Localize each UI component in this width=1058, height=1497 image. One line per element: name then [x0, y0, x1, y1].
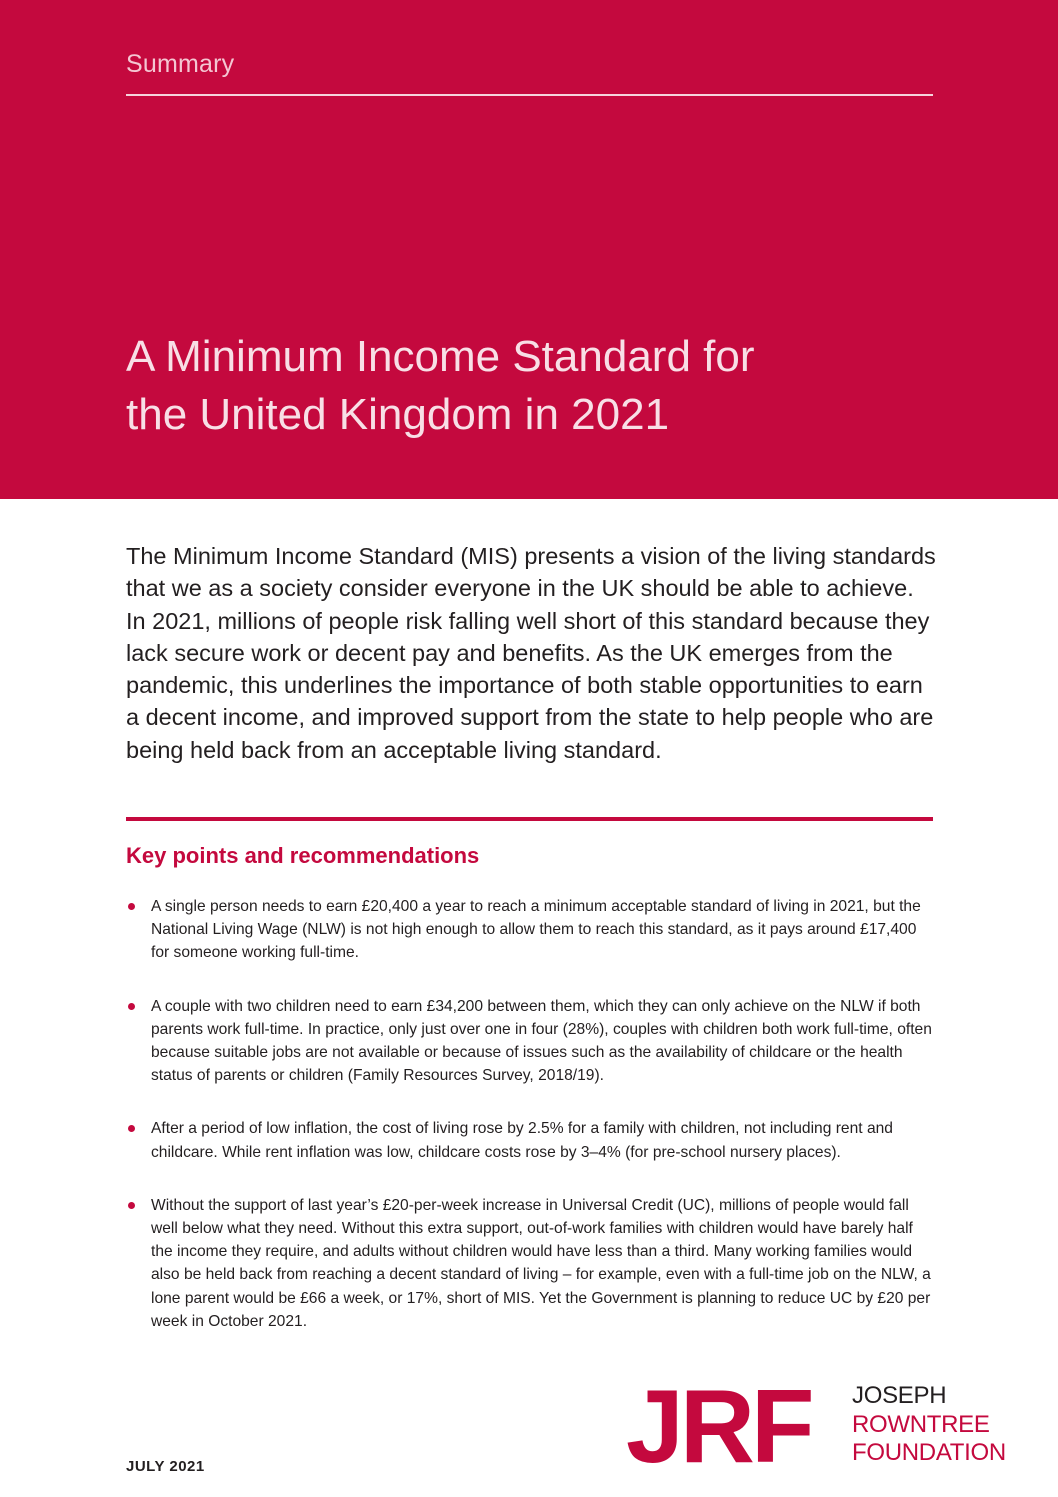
bullet-icon: [128, 903, 135, 910]
key-point-item: [126, 1194, 936, 1333]
key-point-item: [126, 895, 936, 965]
key-point-text: A single person needs to earn £20,400 a year to reach a minimum acceptable standard of living in 2021, but the National Living Wage (NLW) is not high enough to allow them to reach this standard, as it pays around £17,400 for someone working full-time.: [151, 898, 921, 962]
title-line-2: the United Kingdom in 2021: [126, 390, 670, 439]
publication-date: JULY 2021: [126, 1458, 205, 1475]
key-points-heading: Key points and recommendations: [126, 843, 480, 868]
logo-word-foundation: FOUNDATION: [852, 1439, 1006, 1466]
bullet-icon: [128, 1003, 135, 1010]
key-point-item: [126, 1117, 936, 1163]
logo-mark: JRF: [626, 1369, 811, 1485]
bullet-icon: [128, 1202, 135, 1209]
page-title: [126, 328, 946, 444]
intro-paragraph: The Minimum Income Standard (MIS) presents a vision of the living standards that we as a society consider everyone in the UK should be able to achieve. In 2021, millions of people risk falling well short of this standard because they lack secure work or decent pay and benefits. As the UK emerges from the pandemic, this underlines the importance of both stable opportunities to earn a decent income, and improved support from the state to help people who are being held back from an acceptable living standard.: [126, 543, 936, 763]
key-point-text: A couple with two children need to earn £34,200 between them, which they can only achieve on the NLW if both parents work full-time. In practice, only just over one in four (28%), couples with children both work full-time, often because suitable jobs are not available or because of issues such as the availability of childcare or the health status of parents or children (Family Resources Survey, 2018/19).: [151, 997, 932, 1085]
key-point-text: After a period of low inflation, the cost of living rose by 2.5% for a family with children, not including rent and childcare. While rent inflation was low, childcare costs rose by 3–4% (for pre-school nursery places).: [151, 1120, 893, 1161]
bullet-icon: [128, 1125, 135, 1132]
header-banner: [0, 0, 1058, 499]
title-line-1: A Minimum Income Standard for: [126, 332, 755, 381]
section-divider: [126, 817, 933, 821]
key-point-text: Without the support of last year’s £20-per-week increase in Universal Credit (UC), millions of people would fall well below what they need. Without this extra support, out-of-work families with children would have barely half the income they require, and adults without children would have less than a third. Many working families would also be held back from reaching a decent standard of living – for example, even with a full-time job on the NLW, a lone parent would be £66 a week, or 17%, short of MIS. Yet the Government is planning to reduce UC by £20 per week in October 2021.: [151, 1196, 931, 1330]
logo-word-rowntree: ROWNTREE: [852, 1410, 990, 1438]
section-kicker: Summary: [126, 50, 235, 78]
jrf-logo: [626, 1369, 1026, 1485]
key-points-list: [126, 895, 936, 1363]
logo-word-joseph: JOSEPH: [852, 1382, 947, 1409]
kicker-divider: [126, 94, 933, 96]
logo-wordmark: [852, 1382, 1006, 1468]
key-point-item: [126, 995, 936, 1088]
